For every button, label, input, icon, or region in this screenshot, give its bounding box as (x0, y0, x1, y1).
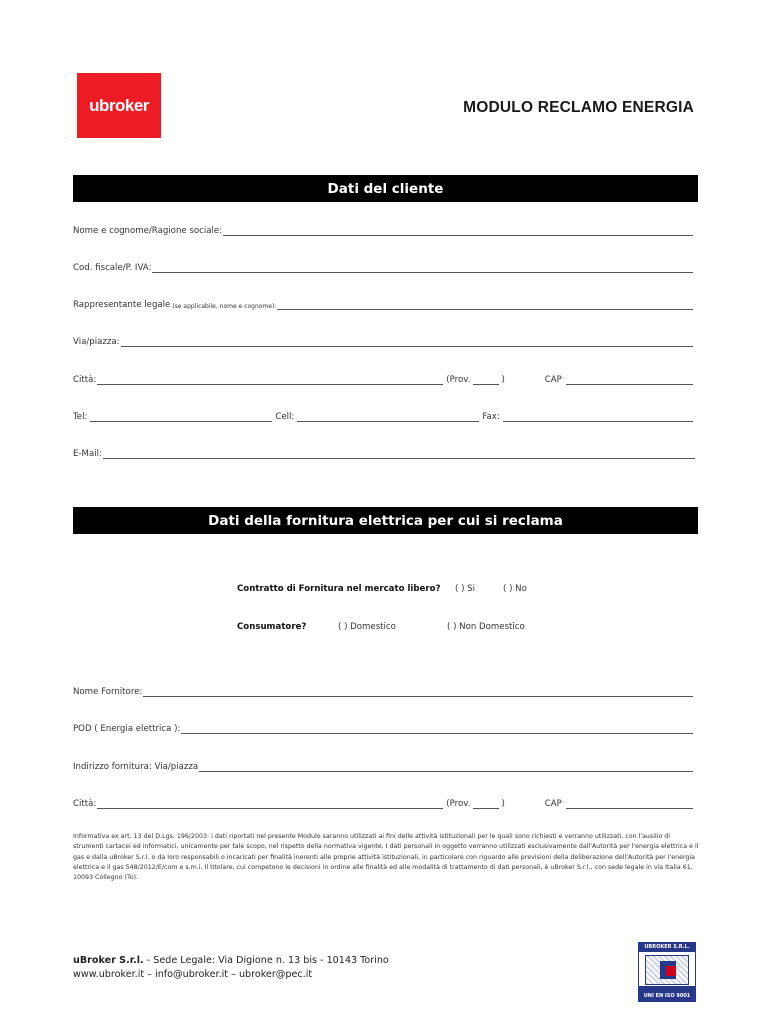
city-label: Città: (73, 375, 97, 385)
cap-label: CAP (544, 375, 562, 385)
name-field-row (73, 222, 693, 236)
cert-emblem-icon (645, 955, 689, 985)
email-field[interactable] (103, 450, 695, 459)
supply-cap-field[interactable] (566, 800, 693, 809)
fax-label: Fax: (482, 412, 500, 422)
section-header-dati-fornitura: Dati della fornitura elettrica per cui si reclama (73, 507, 698, 534)
prov-label: (Prov. (446, 375, 471, 385)
ubroker-logo (77, 73, 161, 138)
supply-cap-label: CAP (544, 799, 562, 809)
footer (73, 954, 389, 982)
cap-field[interactable] (566, 376, 693, 385)
rep-field[interactable] (277, 301, 693, 310)
name-label: Nome e cognome/Ragione sociale: (73, 226, 223, 236)
cert-bottom-label: UNI EN ISO 9001 (639, 992, 695, 1001)
supply-address-label: Indirizzo fornitura: Via/piazza (73, 762, 199, 772)
footer-company: uBroker S.r.l. (73, 955, 144, 966)
tel-label: Tel: (73, 412, 88, 422)
footer-contacts: www.ubroker.it – info@ubroker.it – ubroker@pec.it (73, 969, 313, 980)
street-label: Via/piazza: (73, 337, 120, 347)
logo-text: ubroker (89, 95, 149, 115)
footer-address-line (73, 954, 389, 968)
rep-note: (se applicabile, nome e cognome): (172, 303, 277, 310)
supplier-field[interactable] (143, 688, 693, 697)
city-field-row (73, 371, 693, 385)
document-title: MODULO RECLAMO ENERGIA (463, 99, 694, 116)
cell-label: Cell: (275, 412, 295, 422)
street-field[interactable] (121, 338, 693, 347)
fax-field[interactable] (503, 413, 693, 422)
privacy-notice: Informativa ex art. 13 del D.Lgs. 196/2003: i dati riportati nel presente Modulo saranno utilizzati ai fini delle attività istituzionali per le quali sono richiesti e verranno utilizzati, con l'ausilio di strumenti cartacei ed informatici, unicamente per tale scopo, nel rispetto della normativa vigente. I dati personali in oggetto verranno utilizzati esclusivamente dall'Autorità per l'energia elettrica e il gas e dalla uBroker S.r.l. o da loro responsabili o incaricati per finalità inerenti alle proprie attività istituzionali, in particolare con riguardo alle previsioni della deliberazione dell'Autorità per l'energia elettrica e il gas 548/2012/E/com e s.m.i. Il titolare, cui competono le decisioni in ordine alle finalità ed alle modalità di trattamento di dati personali, è uBroker S.r.l., con sede legale in via Italia 61, 10093 Collegno (To). (73, 833, 699, 882)
phone-field-row (73, 408, 693, 422)
contract-yes-option[interactable]: ( ) Si (455, 584, 476, 594)
email-field-row (73, 445, 695, 459)
tel-field[interactable] (90, 413, 272, 422)
supply-address-row (73, 758, 693, 772)
pod-label: POD ( Energia elettrica ): (73, 724, 181, 734)
cf-field-row (73, 259, 693, 273)
cell-field[interactable] (297, 413, 479, 422)
street-field-row (73, 333, 693, 347)
cf-label: Cod. fiscale/P. IVA: (73, 263, 152, 273)
cert-top-label: UBROKER S.R.L. (639, 943, 695, 952)
pod-field[interactable] (181, 725, 693, 734)
cf-field[interactable] (152, 264, 693, 273)
consumer-domestic-option[interactable]: ( ) Domestico (338, 622, 396, 632)
pod-field-row (73, 720, 693, 734)
supplier-label: Nome Fornitore: (73, 687, 143, 697)
rep-label: Rappresentante legale (73, 300, 171, 310)
city-field[interactable] (97, 376, 443, 385)
section-header-dati-cliente: Dati del cliente (73, 175, 698, 202)
email-label: E-Mail: (73, 449, 102, 459)
prov-close: ) (501, 375, 505, 385)
supply-prov-close: ) (501, 799, 505, 809)
consumer-nondomestic-option[interactable]: ( ) Non Domestico (447, 622, 525, 632)
contract-question: Contratto di Fornitura nel mercato libero? (237, 584, 441, 594)
supply-address-field[interactable] (199, 763, 693, 772)
consumer-question: Consumatore? (237, 622, 307, 632)
footer-address: - Sede Legale: Via Digione n. 13 bis - 10143 Torino (143, 955, 389, 966)
iso-certification-badge (638, 942, 696, 1002)
supply-prov-field[interactable] (473, 800, 499, 809)
rep-field-row (73, 296, 693, 310)
supply-prov-label: (Prov. (446, 799, 471, 809)
prov-field[interactable] (473, 376, 499, 385)
supply-city-label: Città: (73, 799, 97, 809)
supplier-field-row (73, 683, 693, 697)
name-field[interactable] (223, 227, 693, 236)
supply-city-row (73, 795, 693, 809)
supply-city-field[interactable] (97, 800, 443, 809)
contract-no-option[interactable]: ( ) No (503, 584, 527, 594)
